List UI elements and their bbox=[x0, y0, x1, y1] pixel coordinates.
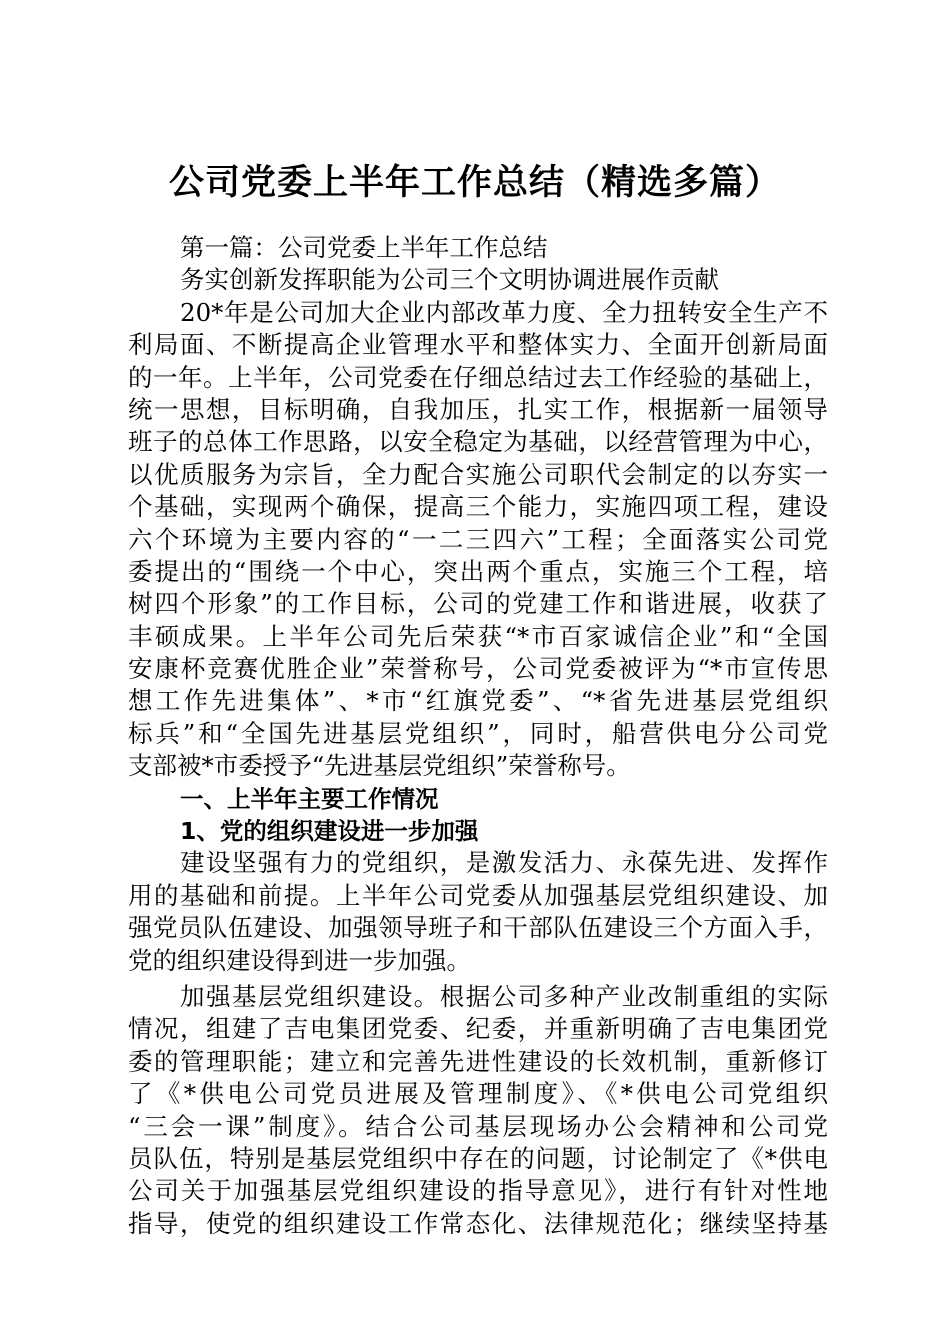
paragraph-line: 利局面、不断提高企业管理水平和整体实力、全面开创新局面 bbox=[128, 330, 828, 360]
subsection-heading: 1、党的组织建设进一步加强 bbox=[180, 817, 479, 846]
subtitle-article-heading: 务实创新发挥职能为公司三个文明协调进展作贡献 bbox=[180, 265, 719, 295]
paragraph-line: 委提出的“围绕一个中心，突出两个重点，实施三个工程，培 bbox=[128, 556, 828, 586]
paragraph-line: 用的基础和前提。上半年公司党委从加强基层党组织建设、加 bbox=[128, 880, 828, 910]
paragraph-line: 树四个形象”的工作目标，公司的党建工作和谐进展，收获了 bbox=[128, 589, 828, 619]
paragraph-line: 安康杯竞赛优胜企业”荣誉称号，公司党委被评为“*市宣传思 bbox=[128, 654, 828, 684]
paragraph-line: 统一思想，目标明确，自我加压，扎实工作，根据新一届领导 bbox=[128, 394, 828, 424]
paragraph-line: 以优质服务为宗旨，全力配合实施公司职代会制定的以夯实一 bbox=[128, 459, 828, 489]
paragraph-intro bbox=[128, 297, 828, 783]
paragraph-line: 指导，使党的组织建设工作常态化、法律规范化；继续坚持基 bbox=[128, 1208, 828, 1238]
paragraph-line: 个基础，实现两个确保，提高三个能力，实施四项工程，建设 bbox=[128, 492, 828, 522]
paragraph-line: 班子的总体工作思路，以安全稳定为基础，以经营管理为中心， bbox=[128, 427, 828, 457]
paragraph-line: 建设坚强有力的党组织，是激发活力、永葆先进、发挥作 bbox=[180, 848, 828, 878]
paragraph-line: 党的组织建设得到进一步加强。 bbox=[128, 945, 471, 975]
paragraph-line: 的一年。上半年，公司党委在仔细总结过去工作经验的基础上， bbox=[128, 362, 828, 392]
document-body bbox=[128, 232, 828, 1240]
paragraph-line: 委的管理职能；建立和完善先进性建设的长效机制，重新修订 bbox=[128, 1046, 828, 1076]
section-heading: 一、上半年主要工作情况 bbox=[180, 784, 439, 813]
paragraph-line: 六个环境为主要内容的“一二三四六”工程；全面落实公司党 bbox=[128, 524, 828, 554]
paragraph-line: 加强基层党组织建设。根据公司多种产业改制重组的实际 bbox=[180, 981, 828, 1011]
paragraph-line: 20*年是公司加大企业内部改革力度、全力扭转安全生产不 bbox=[180, 297, 828, 327]
paragraph-line: 了《*供电公司党员进展及管理制度》、《*供电公司党组织 bbox=[128, 1079, 828, 1109]
paragraph-line: 员队伍，特别是基层党组织中存在的问题，讨论制定了《*供电 bbox=[128, 1143, 828, 1173]
paragraph-line: 强党员队伍建设、加强领导班子和干部队伍建设三个方面入手， bbox=[128, 913, 828, 943]
paragraph-line: 支部被*市委授予“先进基层党组织”荣誉称号。 bbox=[128, 751, 631, 781]
paragraph-line: 公司关于加强基层党组织建设的指导意见》，进行有针对性地 bbox=[128, 1176, 828, 1206]
document-title: 公司党委上半年工作总结（精选多篇） bbox=[168, 163, 781, 203]
paragraph-line: “三会一课”制度》。结合公司基层现场办公会精神和公司党 bbox=[128, 1111, 828, 1141]
paragraph-organization bbox=[128, 847, 828, 977]
subtitle-first-article: 第一篇：公司党委上半年工作总结 bbox=[180, 233, 548, 262]
paragraph-line: 想工作先进集体”、*市“红旗党委”、“*省先进基层党组织 bbox=[128, 686, 828, 716]
paragraph-line: 丰硕成果。上半年公司先后荣获“*市百家诚信企业”和“全国 bbox=[128, 621, 828, 651]
paragraph-line: 情况，组建了吉电集团党委、纪委，并重新明确了吉电集团党 bbox=[128, 1014, 828, 1044]
paragraph-grassroots bbox=[128, 981, 828, 1240]
paragraph-line: 标兵”和“全国先进基层党组织”，同时，船营供电分公司党 bbox=[128, 718, 828, 748]
